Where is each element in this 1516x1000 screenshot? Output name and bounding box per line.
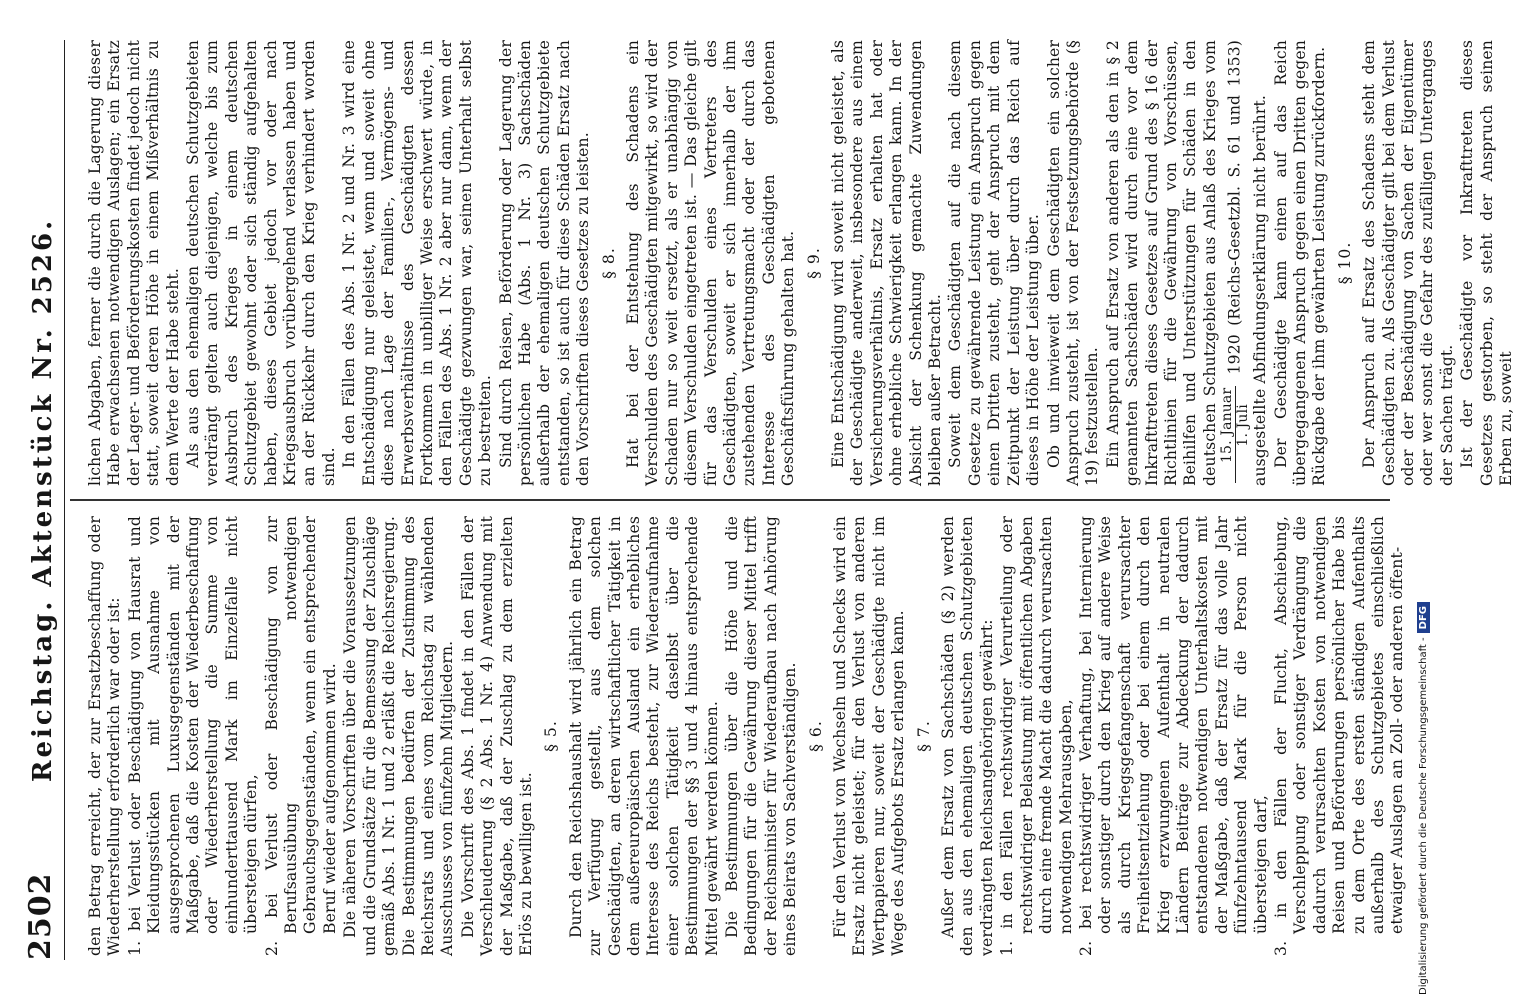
- funding-text: Digitalisierung gefördert durch die Deutsche Forschungsgemeinschaft -: [1418, 637, 1429, 995]
- paragraph: Die näheren Vorschriften über die Voraussetzungen und die Grundsätze für die Bemessung der Zuschläge gemäß Abs. 1 Nr. 1 und 2 erläßt die Reichsregierung. Die Bestimmungen bedürfen der Zustimmung des Reichsrats und eines vom Reichstag zu wählenden Ausschusses von fünfzehn Mitgliedern.: [341, 516, 457, 956]
- digitization-note: [1405, 0, 1434, 1000]
- intro-paragraph: den Betrag erreicht, der zur Ersatzbeschaffung oder Wiederherstellung erforderlich war oder ist:: [86, 516, 124, 956]
- section-heading-8: § 8.: [599, 247, 618, 279]
- list-item-2: 2. bei Verlust oder Beschädigung von zur Berufsausübung notwendigen Gebrauchsgegenständen, wenn ein entsprechender Beruf wieder aufgenommen wird.: [262, 516, 339, 956]
- paragraph: Durch den Reichshaushalt wird jährlich ein Betrag zur Verfügung gestellt, aus dem solchen Geschädigten, an deren wirtschaftlicher Tätigkeit in dem außereuropäischen Ausland ein erhebliches Interesse des Reichs besteht, zur Wiederaufnahme einer solchen Tätigkeit daselbst über die Bestimmungen der §§ 3 und 4 hinaus entsprechende Mittel gewährt werden können.: [566, 516, 721, 956]
- page-title: Reichstag. Aktenstück Nr. 2526.: [28, 217, 58, 783]
- list-item-1: 1. bei Verlust oder Beschädigung von Hausrat und Kleidungsstücken mit Ausnahme von ausgesprochenen Luxusgegenständen mit der Maßgabe, daß die Kosten der Wiederbeschaffung oder Wiederherstellung die Summe von einhunderttausend Mark im Einzelfalle nicht übersteigen dürfen,: [125, 516, 261, 956]
- paragraph: Der Anspruch auf Ersatz des Schadens steht dem Geschädigten zu. Als Geschädigter gilt bei dem Verlust oder der Beschädigung von Sachen der Eigentümer oder wer sonst die Gefahr des zufälligen Unterganges der Sachen trägt.: [1360, 40, 1456, 486]
- section-heading-6: § 6.: [806, 720, 825, 752]
- date-fraction: [1220, 386, 1251, 483]
- paragraph: Die Bestimmungen über die Höhe und die Bedingungen für die Gewährung dieser Mittel trifft der Reichsminister für Wiederaufbau nach Anhörung eines Beirats von Sachverständigen.: [723, 516, 800, 956]
- paragraph: Die Vorschrift des Abs. 1 findet in den Fällen der Verschleuderung (§ 2 Abs. 1 Nr. 4) Anwendung mit der Maßgabe, daß der Zuschlag zu dem erzielten Erlös zu bewilligen ist.: [458, 516, 535, 956]
- dfg-logo: DFG: [1417, 602, 1430, 633]
- column-divider: [70, 500, 1390, 502]
- paragraph: In den Fällen des Abs. 1 Nr. 2 und Nr. 3 wird eine Entschädigung nur geleistet, wenn und soweit ohne diese nach Lage der Familien-, Vermögens- und Erwerbsverhältnisse des Geschädigten dessen Fortkommen in unbilliger Weise erschwert würde, in den Fällen des Abs. 1 Nr. 2 aber nur dann, wenn der Geschädigte gezwungen war, seinen Unterhalt selbst zu bestreiten.: [340, 40, 495, 486]
- paragraph: Ist der Geschädigte vor Inkrafttreten dieses Gesetzes gestorben, so steht der Anspruch seinen Erben zu, soweit: [1458, 40, 1516, 486]
- page-header: [18, 40, 65, 960]
- section-heading-7: § 7.: [914, 720, 933, 752]
- paragraph: Sind durch Reisen, Beförderung oder Lagerung der persönlichen Habe (Abs. 1 Nr. 3) Sachschäden außerhalb der ehemaligen deutschen Schutzgebiete entstanden, so ist auch für diese Schäden Ersatz nach den Vorschriften dieses Gesetzes zu leisten.: [496, 40, 593, 486]
- list-item-7-2: 2. bei rechtswidriger Verhaftung, bei Internierung oder sonstiger durch den Krieg auf andere Weise als durch Kriegsgefangenschaft verursachter Freiheitsentziehung oder bei einem durch den Krieg erzwungenen Aufenthalt in neutralen Ländern Beiträge zur Abdeckung der dadurch entstandenen notwendigen Unterhaltskosten mit der Maßgabe, daß der Ersatz für das volle Jahr fünfzehntausend Mark für die Person nicht übersteigen darf,: [1076, 516, 1270, 956]
- paragraph: Für den Verlust von Wechseln und Schecks wird ein Ersatz nicht geleistet; für den Verlust von anderen Wertpapieren nur, soweit der Geschädigte nicht im Wege des Aufgebots Ersatz erlangen kann.: [831, 516, 908, 956]
- list-item-7-1: 1. in den Fällen rechtswidriger Verurteilung oder rechtswidriger Belastung mit öffentlichen Abgaben durch eine fremde Macht die dadurch verursachten notwendigen Mehrausgaben,: [998, 516, 1075, 956]
- digitization-note-text: [1409, 0, 1438, 995]
- paragraph-text-end: (Reichs-Gesetzbl. S. 61 und 1353) ausgestellte Abfindungserklärung nicht berührt.: [1225, 39, 1270, 486]
- paragraph: Eine Entschädigung wird soweit nicht geleistet, als der Geschädigte anderweit, insbesondere aus einem Versicherungsverhältnis, Ersatz erhalten hat oder ohne erhebliche Schwierigkeit erlangen kann. In der Absicht der Schenkung gemachte Zuwendungen bleiben außer Betracht.: [829, 40, 945, 486]
- right-column: [86, 39, 1516, 486]
- paragraph-with-date-fraction: [1104, 40, 1271, 486]
- section-heading-10: § 10.: [1335, 241, 1354, 285]
- fraction-year: 1920: [1225, 334, 1244, 375]
- paragraph: Außer dem Ersatz von Sachschäden (§ 2) werden den aus den ehemaligen deutschen Schutzgebieten verdrängten Reichsangehörigen gewährt:: [939, 516, 996, 956]
- paragraph: Als aus den ehemaligen deutschen Schutzgebieten verdrängt gelten auch diejenigen, welche bis zum Ausbruch des Krieges in einem deutschen Schutzgebiet gewohnt oder sich ständig aufgehalten haben, dieses Gebiet jedoch vor oder nach Kriegsausbruch vorübergehend verlassen haben und an der Rückkehr durch den Krieg verhindert worden sind.: [184, 40, 338, 486]
- section-heading-9: § 9.: [804, 247, 823, 279]
- left-column: [86, 516, 1407, 956]
- page-number: 2502: [23, 872, 58, 960]
- paragraph: Hat bei der Entstehung des Schadens ein Verschulden des Geschädigten mitgewirkt, so wird der Schaden nur so weit ersetzt, als er unabhängig von diesem Verschulden eingetreten ist. — Das gleiche gilt für das Verschulden eines Vertreters des Geschädigten, soweit er sich innerhalb der ihm zustehenden Vertretungsmacht oder der durch das Interesse des Geschädigten gebotenen Geschäftsführung gehalten hat.: [623, 40, 798, 486]
- paragraph: Soweit dem Geschädigten auf die nach diesem Gesetze zu gewährende Leistung ein Anspruch gegen einen Dritten zusteht, geht der Anspruch mit dem Zeitpunkt der Leistung über durch das Reich auf dieses in Höhe der Leistung über.: [946, 40, 1043, 486]
- fraction-numerator: 15. Januar: [1220, 386, 1236, 483]
- list-item-7-3: 3. in den Fällen der Flucht, Abschiebung, Verschleppung oder sonstiger Verdrängung die dadurch verursachten Kosten von notwendigen Reisen und Beförderungen persönlicher Habe bis zu dem Orte des ersten ständigen Aufenthalts außerhalb des Schutzgebietes einschließlich etwaiger Auslagen an Zoll- oder anderen öffent-: [1271, 516, 1407, 956]
- continued-paragraph: lichen Abgaben, ferner die durch die Lagerung dieser Habe erwachsenen notwendigen Auslagen; ein Ersatz der Lager- und Beförderungskosten findet jedoch nicht statt, soweit deren Höhe in einem Mißverhältnis zu dem Werte der Habe steht.: [86, 40, 182, 486]
- section-heading-5: § 5.: [542, 720, 561, 752]
- fraction-denominator: 1. Juli: [1235, 404, 1252, 447]
- paragraph: Ob und inwieweit dem Geschädigten ein solcher Anspruch zusteht, ist von der Festsetzungsbehörde (§ 19) festzustellen.: [1044, 40, 1102, 486]
- paragraph-text: Ein Anspruch auf Ersatz von anderen als den in § 2 genannten Sachschäden wird durch eine vor dem Inkrafttreten dieses Gesetzes auf Grund des § 16 der Richtlinien für die Gewährung von Vorschüssen, Beihilfen und Unterstützungen für Schäden in den deutschen Schutzgebieten aus Anlaß des Krieges vom: [1103, 40, 1219, 486]
- paragraph: Der Geschädigte kann einen auf das Reich übergegangenen Anspruch gegen einen Dritten gegen Rückgabe der ihm gewährten Leistung zurückfordern.: [1271, 40, 1329, 486]
